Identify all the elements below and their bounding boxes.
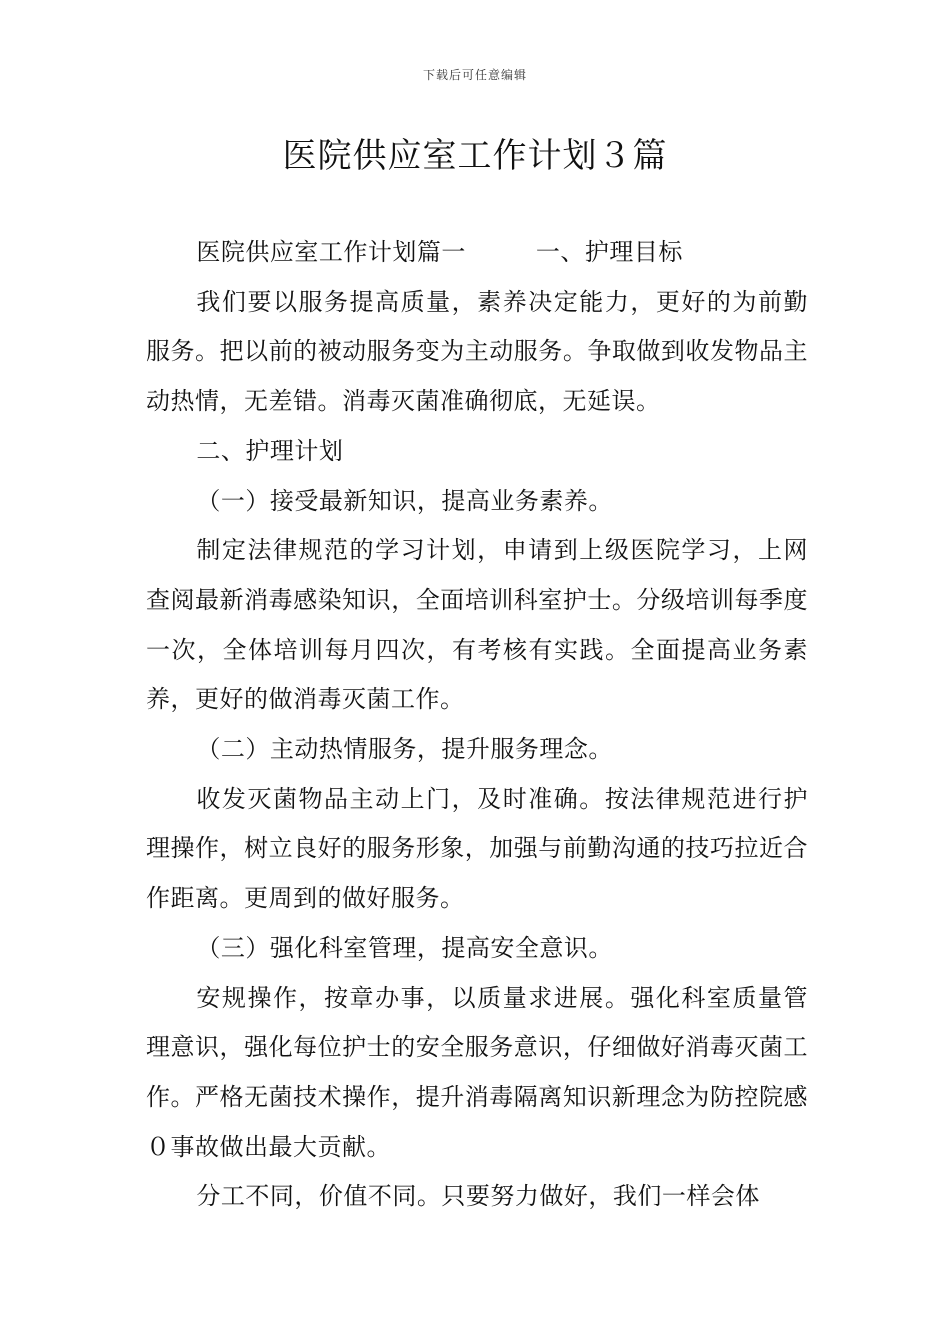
section-heading-line	[146, 228, 808, 278]
document-title: 医院供应室工作计划３篇	[282, 136, 668, 176]
heading-plan: 二、护理计划	[196, 436, 344, 465]
download-note: 下载后可任意编辑	[422, 68, 527, 82]
subheading-service: （二）主动热情服务，提升服务理念。	[196, 735, 613, 764]
paragraph-management: 安规操作，按章办事，以质量求进展。强化科室质量管理意识，强化每位护士的安全服务意识，仔细做好消毒灭菌工作。严格无菌技术操作，提升消毒隔离知识新理念为防控院感０事故做出最大贡献。	[146, 983, 808, 1161]
paragraph-closing: 分工不同，价值不同。只要努力做好，我们一样会体	[196, 1182, 760, 1211]
subheading-knowledge: （一）接受最新知识，提高业务素养。	[196, 486, 613, 515]
paragraph-goal: 我们要以服务提高质量，素养决定能力，更好的为前勤服务。把以前的被动服务变为主动服务。争取做到收发物品主动热情，无差错。消毒灭菌准确彻底，无延误。	[146, 287, 808, 416]
paragraph-knowledge: 制定法律规范的学习计划，申请到上级医院学习，上网查阅最新消毒感染知识，全面培训科室护士。分级培训每季度一次，全体培训每月四次，有考核有实践。全面提高业务素养，更好的做消毒灭菌工作。	[146, 536, 808, 714]
subheading-management: （三）强化科室管理，提高安全意识。	[196, 933, 613, 962]
paragraph-service: 收发灭菌物品主动上门，及时准确。按法律规范进行护理操作，树立良好的服务形象，加强与前勤沟通的技巧拉近合作距离。更周到的做好服务。	[146, 784, 808, 913]
goal-heading: 一、护理目标	[535, 238, 683, 266]
document-body	[146, 228, 808, 1222]
section-heading: 医院供应室工作计划篇一	[196, 238, 466, 266]
